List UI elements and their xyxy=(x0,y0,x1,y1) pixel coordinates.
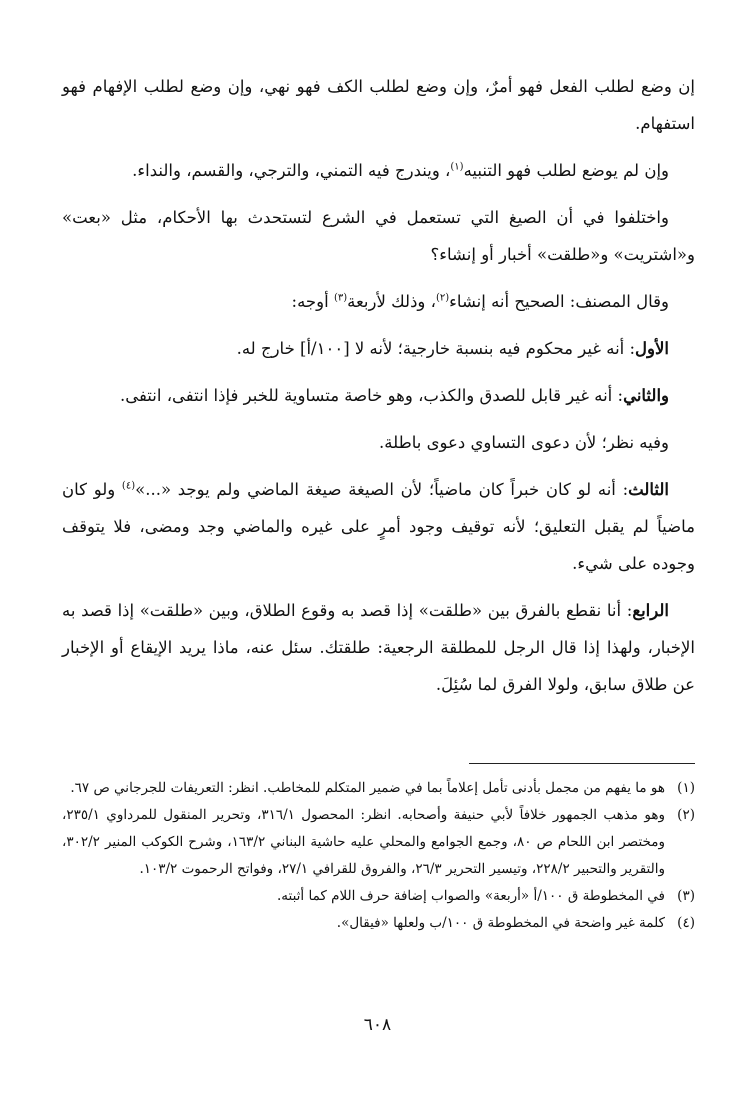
paragraph-text: : أنه غير قابل للصدق والكذب، وهو خاصة متساوية للخبر فإذا انتفى، انتفى. xyxy=(119,386,624,405)
paragraph-text: وقال المصنف: الصحيح أنه إنشاء xyxy=(449,292,669,311)
paragraph-text: : أنه غير محكوم فيه بنسبة خارجية؛ لأنه لا [١٠٠/أ] خارج له. xyxy=(236,339,636,358)
footnote-2 xyxy=(62,802,695,883)
paragraph-text: ، وذلك لأربعة xyxy=(347,292,436,311)
point-label-second: والثاني xyxy=(623,386,669,405)
paragraph-5 xyxy=(62,330,695,367)
footnote-text: هو ما يفهم من مجمل بأدنى تأمل إعلاماً بما في ضمير المتكلم للمخاطب. انظر: التعريفات للجرجاني ص ٦٧. xyxy=(70,780,665,796)
footnote-number: (٣) xyxy=(677,888,695,904)
footnote-4 xyxy=(62,910,695,937)
paragraph-text: واختلفوا في أن الصيغ التي تستعمل في الشرع لتستحدث بها الأحكام، مثل «بعت» و«اشتريت» و«طلقت» أخبار أو إنشاء؟ xyxy=(62,208,695,264)
footnote-text: كلمة غير واضحة في المخطوطة ق ١٠٠/ب ولعلها «فيقال». xyxy=(336,915,665,931)
footnote-3 xyxy=(62,883,695,910)
paragraph-text: وإن لم يوضع لطلب فهو التنبيه xyxy=(463,161,669,180)
paragraph-text: ، ويندرج فيه التمني، والترجي، والقسم، والنداء. xyxy=(132,161,451,180)
footnote-ref-3[interactable]: (٣) xyxy=(333,292,348,304)
paragraph-3 xyxy=(62,199,695,273)
point-label-third: الثالث xyxy=(628,480,669,499)
footnote-ref-1[interactable]: (١) xyxy=(450,161,464,173)
point-label-first: الأول xyxy=(635,339,669,358)
footnote-divider xyxy=(469,763,695,764)
paragraph-text: أوجه: xyxy=(291,292,334,311)
paragraph-text: : أنه لو كان خبراً كان ماضياً؛ لأن الصيغة صيغة الماضي ولم يوجد «...» xyxy=(135,480,629,499)
footnote-number: (٢) xyxy=(677,807,695,823)
paragraph-text: : أنا نقطع بالفرق بين «طلقت» إذا قصد به وقوع الطلاق، وبين «طلقت» إذا قصد به الإخبار، ولهذا إذا قال الرجل للمطلقة الرجعية: طلقتك. سئل عنه، ماذا يريد الإيقاع أو الإخبار عن طلاق سابق، ولولا الفرق لما سُئِلَ. xyxy=(62,601,695,694)
footnote-number: (١) xyxy=(677,780,695,796)
footnote-ref-2[interactable]: (٢) xyxy=(435,292,450,304)
paragraph-2 xyxy=(62,152,695,189)
footnote-text: في المخطوطة ق ١٠٠/أ «أربعة» والصواب إضافة حرف اللام كما أثبته. xyxy=(276,888,665,904)
footnote-number: (٤) xyxy=(677,915,695,931)
footnote-text: وهو مذهب الجمهور خلافاً لأبي حنيفة وأصحابه. انظر: المحصول ٣١٦/١، وتحرير المنقول للمرداوي ٢٣٥/١، ومختصر ابن اللحام ص ٨٠، وجمع الجوامع والمحلي عليه حاشية البناني ١٦٣/٢، وشرح الكوكب المنير ٣٠٢/٢، والتقرير والتحبير ٢٢٨/٢، وتيسير التحرير ٢٦/٣، والفروق للقرافي ٢٧/١، وفواتح الرحموت ١٠٣/٢. xyxy=(62,807,665,877)
paragraph-8 xyxy=(62,471,695,582)
paragraph-text: وفيه نظر؛ لأن دعوى التساوي دعوى باطلة. xyxy=(379,433,669,452)
paragraph-text: إن وضع لطلب الفعل فهو أمرٌ، وإن وضع لطلب الكف فهو نهي، وإن وضع لطلب الإفهام فهو استفهام. xyxy=(62,77,695,133)
paragraph-4 xyxy=(62,283,695,320)
footnote-1 xyxy=(62,775,695,802)
page-number: ٦٠٨ xyxy=(363,1015,392,1035)
main-text xyxy=(62,68,695,703)
paragraph-1 xyxy=(62,68,695,142)
paragraph-6 xyxy=(62,377,695,414)
paragraph-9 xyxy=(62,592,695,703)
paragraph-text: ولو كان ماضياً لم يقبل التعليق؛ لأنه توقيف وجود أمرٍ على غيره والماضي وجد ومضى، فلا يتوقف وجوده على شيء. xyxy=(62,480,695,573)
paragraph-7 xyxy=(62,424,695,461)
footnotes xyxy=(62,775,695,937)
point-label-fourth: الرابع xyxy=(632,601,669,620)
footnote-ref-4[interactable]: (٤) xyxy=(121,480,136,492)
